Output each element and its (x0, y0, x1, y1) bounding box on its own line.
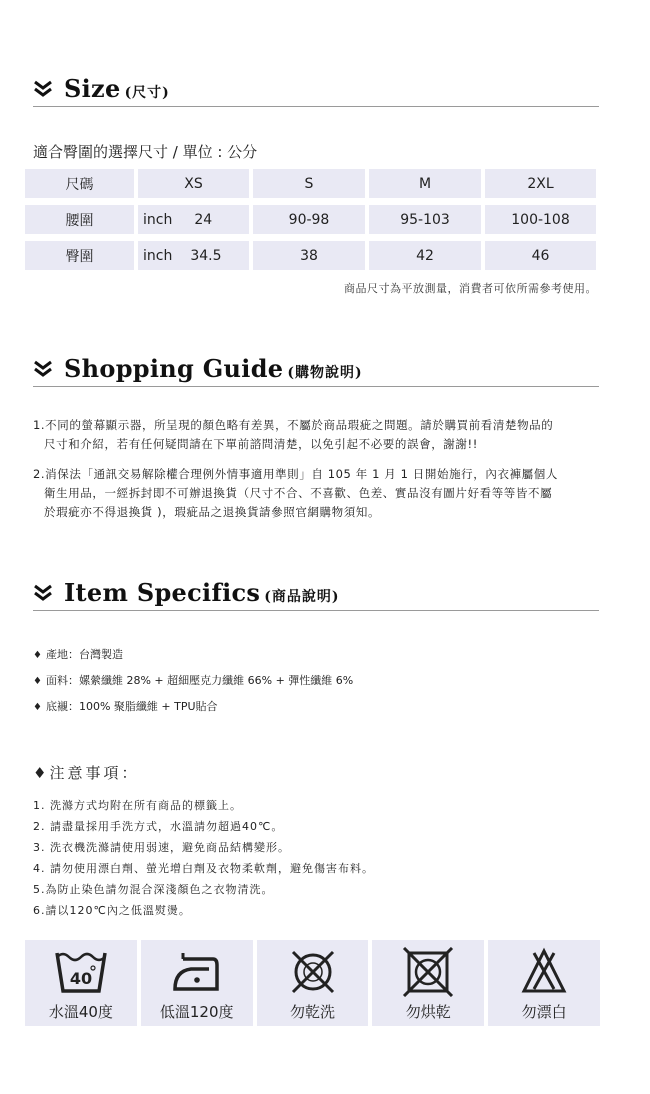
table-row (25, 205, 600, 234)
care-label: 勿漂白 (521, 1003, 567, 1021)
table-cell: 38 (253, 241, 365, 270)
svg-text:40: 40 (69, 969, 93, 988)
cell-value: 24 (194, 211, 213, 228)
list-item: 2. 請盡量採用手洗方式，水溫請勿超過40℃。 (33, 820, 284, 833)
bullet-icon: ♦ (33, 650, 42, 661)
care-label: 勿烘乾 (405, 1003, 451, 1021)
care-item-wash (25, 940, 137, 1026)
list-item: 3. 洗衣機洗滌請使用弱速，避免商品結構變形。 (33, 841, 290, 854)
wash-40-icon (53, 947, 109, 997)
table-header-cell: M (369, 169, 481, 198)
size-section-header (33, 73, 599, 107)
list-item: 4. 請勿使用漂白劑、螢光增白劑及衣物柔軟劑，避免傷害布料。 (33, 862, 374, 875)
size-table (25, 169, 600, 277)
table-cell: 90-98 (253, 205, 365, 234)
table-cell: 95-103 (369, 205, 481, 234)
no-tumble-dry-icon (285, 947, 341, 997)
list-item: 6.請以120℃內之低溫熨燙。 (33, 904, 191, 917)
caution-title: ♦注意事項： (33, 764, 140, 782)
guide-line: 衛生用品，一經拆封即不可辦退換貨（尺寸不合、不喜歡、色差、實品沒有圖片好看等等皆不屬 (44, 486, 553, 500)
specs-section-header (33, 577, 599, 611)
guide-line: 尺寸和介紹，若有任何疑問請在下單前諮問清楚，以免引起不必要的誤會，謝謝!! (44, 437, 478, 451)
item-specifics-list (33, 646, 353, 724)
shopping-guide-text (33, 416, 603, 533)
section-title: Item Specifics (商品說明) (64, 578, 340, 607)
table-cell (138, 241, 249, 270)
table-header-cell: XS (138, 169, 249, 198)
care-item-dryclean (257, 940, 369, 1026)
row-label-cell: 臀圍 (25, 241, 134, 270)
iron-low-icon (169, 947, 225, 997)
guide-item (33, 416, 603, 454)
row-label-cell: 腰圍 (25, 205, 134, 234)
no-dry-icon (400, 947, 456, 997)
caution-list (33, 797, 374, 923)
list-item: ♦ 產地：台灣製造 (33, 648, 123, 661)
double-chevron-down-icon (33, 583, 53, 603)
section-title: Size (尺寸) (64, 74, 170, 103)
table-cell: 42 (369, 241, 481, 270)
list-item: ♦ 面料：嫘縈纖維 28% + 超細壓克力纖維 66% + 彈性纖維 6% (33, 674, 354, 687)
guide-line: 1.不同的螢幕顯示器，所呈現的顏色略有差異，不屬於商品瑕疵之問題。請於購買前看清楚物品的 (33, 418, 554, 432)
unit-label: inch (143, 247, 173, 264)
bullet-icon: ♦ (33, 676, 42, 687)
table-cell (138, 205, 249, 234)
table-header-cell: 尺碼 (25, 169, 134, 198)
guide-line: 2.消保法「通訊交易解除權合理例外情事適用準則」自 105 年 1 月 1 日開始施行，內衣褲屬個人 (33, 467, 558, 481)
bullet-icon: ♦ (33, 702, 42, 713)
guide-item (33, 465, 603, 522)
care-label: 水溫40度 (48, 1003, 113, 1021)
table-cell: 100-108 (485, 205, 596, 234)
no-bleach-icon (516, 947, 572, 997)
care-label: 低溫120度 (159, 1003, 234, 1021)
unit-label: inch (143, 211, 173, 228)
double-chevron-down-icon (33, 79, 53, 99)
care-item-iron (141, 940, 253, 1026)
table-cell: 46 (485, 241, 596, 270)
guide-line: 於瑕疵亦不得退換貨 )，瑕疵品之退換貨請參照官網購物須知。 (44, 505, 381, 519)
list-item: 5.為防止染色請勿混合深淺顏色之衣物清洗。 (33, 883, 274, 896)
list-item: ♦ 底襯：100% 聚脂纖維 + TPU貼合 (33, 700, 218, 713)
table-row (25, 241, 600, 270)
care-item-bleach (488, 940, 600, 1026)
size-table-header-row (25, 169, 600, 198)
table-header-cell: 2XL (485, 169, 596, 198)
section-title: Shopping Guide (購物說明) (64, 354, 363, 383)
care-label: 勿乾洗 (289, 1003, 335, 1021)
double-chevron-down-icon (33, 359, 53, 379)
list-item: 1. 洗滌方式均附在所有商品的標籤上。 (33, 799, 242, 812)
size-footnote: 商品尺寸為平放測量，消費者可依所需參考使用。 (344, 282, 597, 295)
care-icons (25, 940, 600, 1026)
size-caption: 適合臀圍的選擇尺寸 / 單位 : 公分 (33, 143, 258, 161)
care-item-dry (372, 940, 484, 1026)
guide-section-header (33, 353, 599, 387)
cell-value: 34.5 (190, 247, 222, 264)
table-header-cell: S (253, 169, 365, 198)
